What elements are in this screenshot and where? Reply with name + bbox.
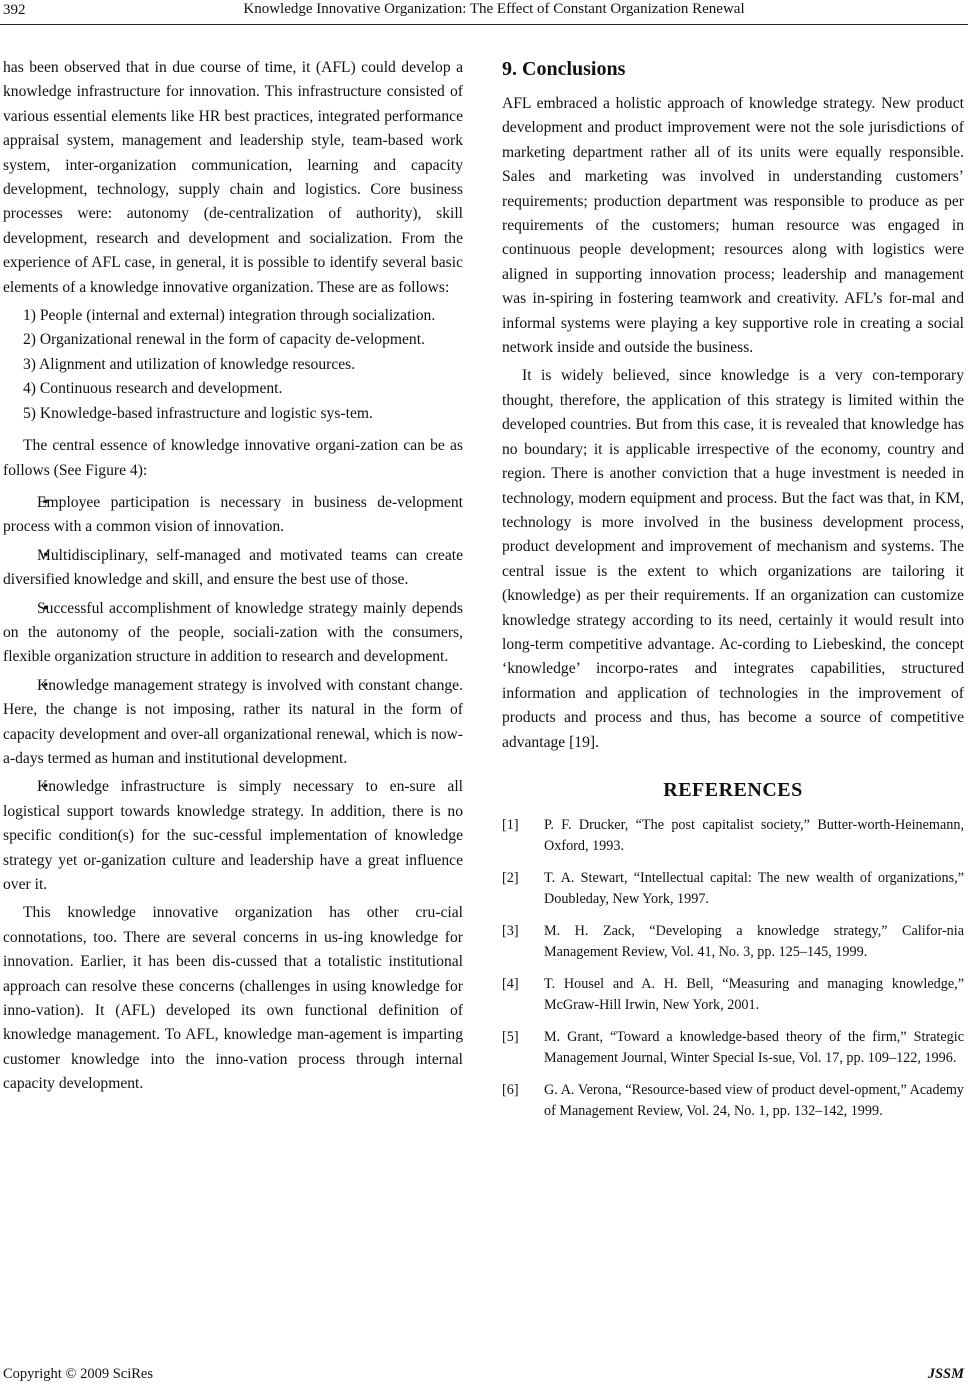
running-title: Knowledge Innovative Organization: The Effect of Constant Organization Renewal xyxy=(243,1,745,17)
references-title: REFERENCES xyxy=(663,778,803,801)
bullet-item: • Knowledge infrastructure is simply necessary to en-sure all logistical support towards knowledge strategy. In addition, there is no specific condition(s) for the suc-cessful implementation of knowledge strategy yet or-ganization culture and leadership have a great influence over it. xyxy=(3,775,463,897)
right-column xyxy=(502,56,964,1133)
list-item: 1) People (internal and external) integration through socialization. xyxy=(23,307,436,325)
page-header xyxy=(0,0,968,22)
left-column xyxy=(3,56,463,1097)
bullet-item: • Knowledge management strategy is involved with constant change. Here, the change is not imposing, rather its natural in the form of capacity development and over-all organizational renewal, which is now-a-days termed as human and institutional development. xyxy=(3,674,463,772)
paragraph: The central essence of knowledge innovative organi-zation can be as follows (See Figure 4): xyxy=(3,437,463,479)
reference-number: [2] xyxy=(502,869,519,886)
reference-item xyxy=(502,1027,964,1070)
paragraph: AFL embraced a holistic approach of knowledge strategy. New product development and product improvement were not the sole jurisdictions of marketing department rather all of its units were equally responsible. Sales and marketing was involved in understanding customers’ requirements; production department was responsible to produce as per requirements of the customers; human resource was engaged in continuous people development; resources along with logistics were aligned in supporting innovation process; leadership and management was in-spiring in fostering teamwork and creativity. AFL’s for-mal and informal systems were playing a key supportive role in creating a social network inside and outside the business. xyxy=(502,95,964,357)
copyright-notice: Copyright © 2009 SciRes xyxy=(3,1366,153,1382)
reference-item xyxy=(502,974,964,1017)
journal-name: JSSM xyxy=(927,1366,964,1382)
reference-text: P. F. Drucker, “The post capitalist society,” Butter-worth-Heinemann, Oxford, 1993. xyxy=(544,816,964,855)
reference-number: [6] xyxy=(502,1081,519,1098)
reference-text: M. H. Zack, “Developing a knowledge strategy,” Califor-nia Management Review, Vol. 41, No. 3, pp. 125–145, 1999. xyxy=(544,922,964,961)
list-item: 4) Continuous research and development. xyxy=(23,380,283,398)
list-item: 5) Knowledge-based infrastructure and logistic sys-tem. xyxy=(23,404,373,422)
reference-item xyxy=(502,1080,964,1123)
reference-text: T. Housel and A. H. Bell, “Measuring and managing knowledge,” McGraw-Hill Irwin, New York, 2001. xyxy=(544,975,964,1014)
page-footer xyxy=(0,1364,968,1386)
list-item: 3) Alignment and utilization of knowledge resources. xyxy=(23,355,356,373)
bullet-item: • Employee participation is necessary in business de-velopment process with a common vision of innovation. xyxy=(3,491,463,540)
reference-item xyxy=(502,868,964,911)
reference-number: [4] xyxy=(502,975,519,992)
bullet-item: • Successful accomplishment of knowledge strategy mainly depends on the autonomy of the people, sociali-zation with the consumers, flexible organization structure in addition to research and development. xyxy=(3,597,463,670)
paragraph: has been observed that in due course of time, it (AFL) could develop a knowledge infrastructure for innovation. This infrastructure consisted of various essential elements like HR best practices, integrated performance appraisal system, management and leadership style, team-based work system, inter-organization communication, learning and capacity development, technology, supply chain and logistics. Core business processes were: autonomy (de-centralization of authority), skill development, research and development and socialization. From the experience of AFL case, in general, it is possible to identify several basic elements of a knowledge innovative organization. These are as follows: xyxy=(3,59,463,296)
reference-item xyxy=(502,815,964,858)
page-number: 392 xyxy=(3,2,26,18)
list-item: 2) Organizational renewal in the form of capacity de-velopment. xyxy=(23,331,425,349)
reference-text: M. Grant, “Toward a knowledge-based theory of the firm,” Strategic Management Journal, Winter Special Is-sue, Vol. 17, pp. 109–122, 1996. xyxy=(544,1028,964,1067)
section-title: 9. Conclusions xyxy=(502,58,626,80)
paragraph: This knowledge innovative organization has other cru-cial connotations, too. There are several concerns in us-ing knowledge for innovation. Earlier, it has been dis-cussed that a totalistic institutional approach can resolve these concerns (challenges in using knowledge for inno-vation). It (AFL) developed its own functional definition of knowledge management. To AFL, knowledge man-agement is imparting customer knowledge into the inno-vation process through internal capacity development. xyxy=(3,904,463,1093)
header-rule xyxy=(0,24,968,25)
reference-text: T. A. Stewart, “Intellectual capital: The new wealth of organizations,” Doubleday, New York, 1997. xyxy=(544,869,964,908)
reference-number: [3] xyxy=(502,922,519,939)
reference-text: G. A. Verona, “Resource-based view of product devel-opment,” Academy of Management Review, Vol. 24, No. 1, pp. 132–142, 1999. xyxy=(544,1081,964,1120)
reference-number: [5] xyxy=(502,1028,519,1045)
reference-item xyxy=(502,921,964,964)
bullet-item: • Multidisciplinary, self-managed and motivated teams can create diversified knowledge and skill, and ensure the best use of those. xyxy=(3,544,463,593)
paragraph: It is widely believed, since knowledge is a very con-temporary thought, therefore, the application of this strategy is limited within the developed countries. But from this case, it is revealed that knowledge has no boundary; it is applicable irrespective of the economy, country and region. There is another conviction that a huge investment is needed in technology, modern equipment and process. But the fact was that, in KM, technology is more involved in the business development process, product development and improvement of mechanism and systems. The central issue is the extent to which organizations are tailoring it (knowledge) as per their requirements. If an organization can customize knowledge strategy according to its need, certainly it would result into long-term competitive advantage. Ac-cording to Liebeskind, the concept ‘knowledge’ incorpo-rates and integrates capabilities, structured information and application of technologies in the improvement of products and process and thus, has become a source of competitive advantage [19]. xyxy=(502,367,964,751)
reference-number: [1] xyxy=(502,816,519,833)
